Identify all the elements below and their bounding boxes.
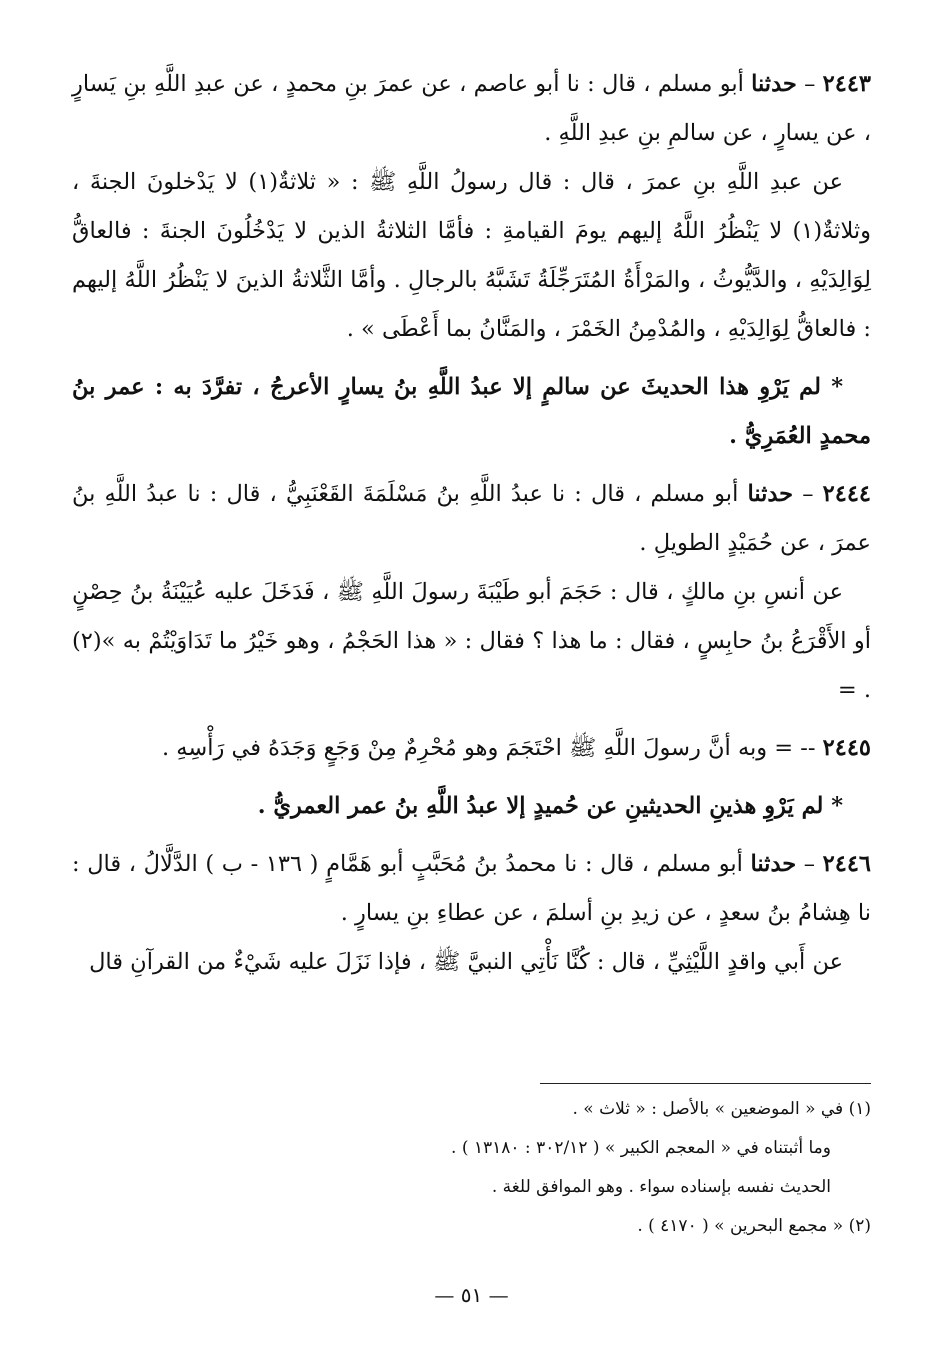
- hadith-number: ٢٤٤٤: [822, 481, 872, 507]
- footnote-1-cont: وما أثبتناه في « المعجم الكبير » ( ٣٠٢/١٢ : ١٣١٨٠ ) .: [451, 1138, 831, 1158]
- footnote-separator: [540, 1083, 871, 1084]
- footnotes: [72, 1090, 871, 1246]
- isnad-text: أبو مسلم ، قال : نا عبدُ اللَّهِ بنُ مَسْلَمَةَ القَعْنَبِيُّ ، قال : نا عبدُ اللَّهِ بنُ عمرَ ، عن حُمَيْدٍ الطويلِ .: [72, 481, 871, 556]
- main-text: [72, 60, 871, 987]
- hadith-2443-isnad: [72, 60, 871, 158]
- hadith-2445-note: * لم يَرْوِ هذينِ الحديثينِ عن حُميدٍ إلا عبدُ اللَّهِ بنُ عمر العمريُّ .: [257, 793, 843, 819]
- footnote-2: (٢) « مجمع البحرين » ( ٤١٧٠ ) .: [637, 1216, 871, 1236]
- footnote-1: (١) في « الموضعين » بالأصل : « ثلاث » .: [572, 1099, 871, 1119]
- isnad-text: أبو مسلم ، قال : نا أبو عاصم ، عن عمرَ بنِ محمدٍ ، عن عبدِ اللَّهِ بنِ يَسارٍ ، عن يسارٍ ، عن سالمِ بنِ عبدِ اللَّهِ .: [72, 71, 871, 146]
- hadith-2443-matn: عن عبدِ اللَّهِ بنِ عمرَ ، قال : قال رسولُ اللَّهِ ﷺ : « ثلاثةٌ(١) لا يَدْخلونَ الجنةَ ، وثلاثةٌ(١) لا يَنْظُرُ اللَّهُ إليهم يومَ القيامةِ : فأمَّا الثلاثةُ الذين لا يَدْخُلُونَ الجنةَ : فالعاقُّ لِوَالِدَيْهِ ، والدَّيُّوثُ ، والمَرْأَةُ المُتَرَجِّلَةُ تَشَبَّهُ بالرجالِ . وأمَّا الثَّلاثةُ الذينَ لا يَنْظُرُ اللَّهُ إليهم : فالعاقُّ لِوَالِدَيْهِ ، والمُدْمِنُ الخَمْرَ ، والمَنَّانُ بما أَعْطَى » .: [72, 169, 871, 342]
- hadith-2446-matn: عن أَبي واقدٍ اللَّيْثِيِّ ، قال : كُنَّا نَأْتِي النبيَّ ﷺ ، فإذا نَزَلَ عليه شَيْءٌ من القرآنِ قال: [89, 949, 843, 975]
- dash: –: [796, 851, 816, 877]
- isnad-text: أبو مسلم ، قال : نا محمدُ بنُ مُحَبَّبٍ أبو هَمَّامٍ ( ١٣٦ - ب ) الدَّلَّالُ ، قال : نا هِشامُ بنُ سعدٍ ، عن زيدِ بنِ أسلمَ ، عن عطاءِ بنِ يسارٍ .: [72, 851, 871, 926]
- page-number: — ٥١ —: [434, 1283, 509, 1307]
- haddathana-word: حدثنا: [750, 851, 797, 877]
- hadith-number: ٢٤٤٥: [822, 735, 871, 761]
- footnote-1-cont: الحديث نفسه بإسناده سواء . وهو الموافق للغة .: [491, 1177, 831, 1197]
- hadith-2444-isnad: [72, 470, 871, 568]
- hadith-2444-matn: عن أنسِ بنِ مالكٍ ، قال : حَجَمَ أبو طَيْبَةَ رسولَ اللَّهِ ﷺ ، فَدَخَلَ عليه عُيَيْنَةُ بنُ حِصْنٍ أو الأَقْرَعُ بنُ حابِسٍ ، فقال : ما هذا ؟ فقال : « هذا الحَجْمُ ، وهو خَيْرُ ما تَدَاوَيْتُمْ به »(٢) . =: [72, 579, 871, 703]
- hadith-text: -- = وبه أنَّ رسولَ اللَّهِ ﷺ احْتَجَمَ وهو مُحْرِمٌ مِنْ وَجَعٍ وَجَدَهُ في رَأْسِهِ .: [161, 735, 823, 761]
- haddathana-word: حدثنا: [747, 481, 794, 507]
- hadith-number: ٢٤٤٦: [822, 851, 872, 877]
- dash: –: [796, 71, 816, 97]
- hadith-number: ٢٤٤٣: [822, 71, 872, 97]
- hadith-2443-note: * لم يَرْوِ هذا الحديثَ عن سالمٍ إلا عبدُ اللَّهِ بنُ يسارٍ الأعرجُ ، تفرَّدَ به : عمر بنُ محمدٍ العُمَرِيُّ .: [72, 374, 871, 449]
- hadith-2445: [72, 724, 871, 773]
- dash: –: [793, 481, 814, 507]
- hadith-2446-isnad: [72, 840, 871, 938]
- haddathana-word: حدثنا: [751, 71, 797, 97]
